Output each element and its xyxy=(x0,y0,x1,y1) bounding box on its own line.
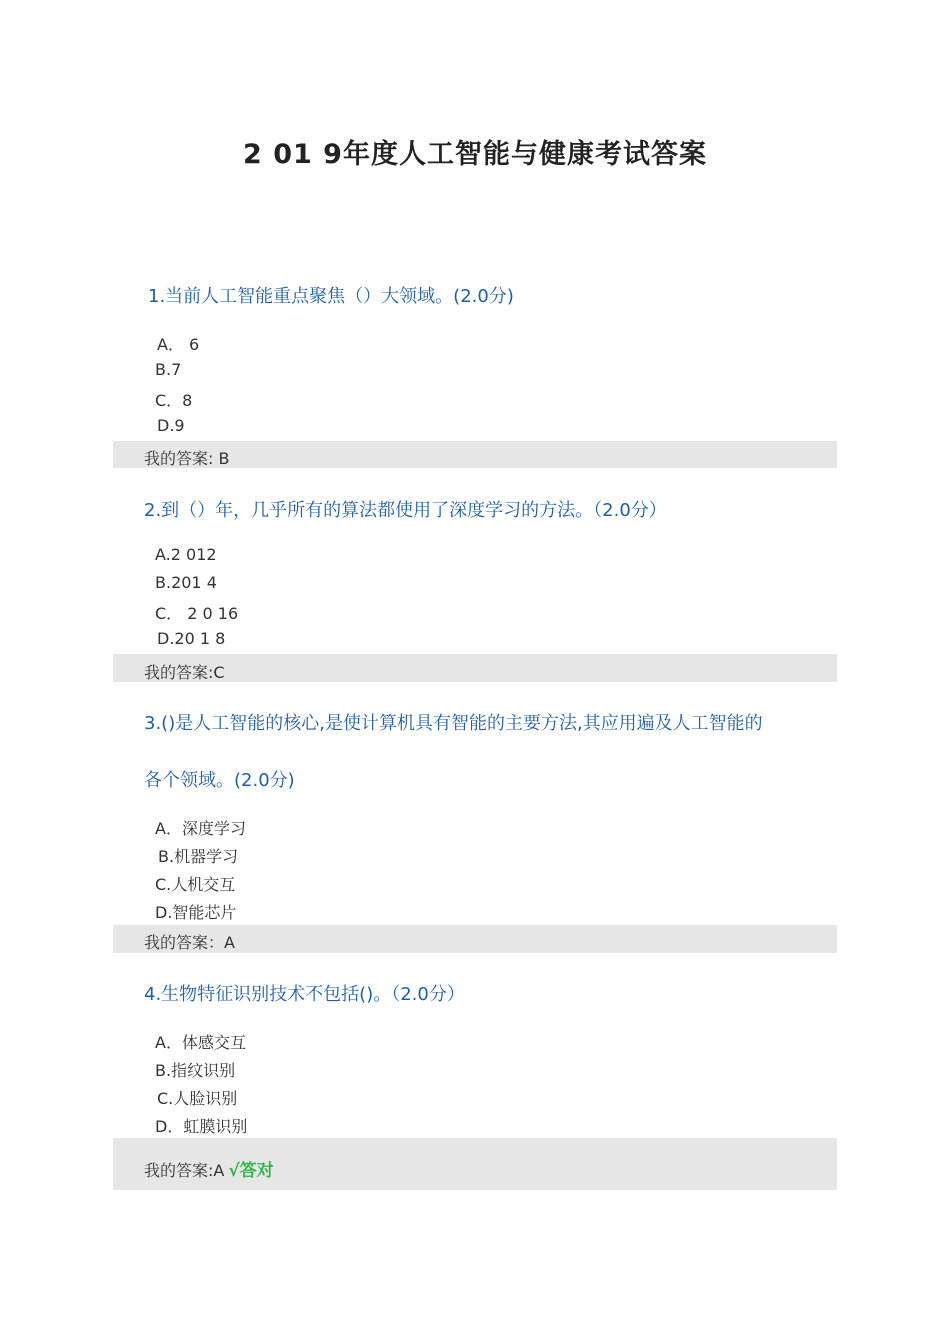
q4-option-a: A．体感交互 xyxy=(155,1033,246,1052)
q4-answer xyxy=(144,1156,274,1181)
q4-option-b: B.指纹识别 xyxy=(155,1061,236,1080)
q2-option-d: D.20 1 8 xyxy=(157,629,226,648)
q3-option-d: D.智能芯片 xyxy=(155,903,237,922)
question-4: 4.生物特征识别技术不包括()。（2.0分） xyxy=(144,984,465,1005)
q3-answer: 我的答案：A xyxy=(144,933,235,952)
q4-answer-label: 我的答案:A xyxy=(144,1161,225,1180)
correct-mark: √答对 xyxy=(228,1161,274,1181)
q1-answer: 我的答案: B xyxy=(144,449,230,468)
document-title: 2 01 9年度人工智能与健康考试答案 xyxy=(243,139,707,170)
question-3-line-2: 各个领域。(2.0分) xyxy=(144,770,295,791)
question-3-line-1: 3.()是人工智能的核心,是使计算机具有智能的主要方法,其应用遍及人工智能的 xyxy=(144,713,763,734)
q3-option-c: C.人机交互 xyxy=(155,875,236,894)
question-2: 2.到（）年，几乎所有的算法都使用了深度学习的方法。（2.0分） xyxy=(144,500,667,521)
q4-option-c: C.人脸识别 xyxy=(157,1089,238,1108)
q3-option-b: B.机器学习 xyxy=(158,847,239,866)
q4-option-d: D．虹膜识别 xyxy=(155,1117,248,1136)
q2-option-b: B.201 4 xyxy=(155,573,217,592)
q1-option-a: A． 6 xyxy=(157,335,200,354)
q1-option-c: C．8 xyxy=(155,391,193,410)
q3-option-a: A．深度学习 xyxy=(155,819,246,838)
q2-option-c: C． 2 0 16 xyxy=(155,604,239,623)
q2-answer: 我的答案:C xyxy=(144,663,225,682)
q1-option-d: D.9 xyxy=(157,416,185,435)
q2-option-a: A.2 012 xyxy=(155,545,217,564)
question-1: 1.当前人工智能重点聚焦（）大领域。(2.0分) xyxy=(148,286,514,307)
q1-option-b: B.7 xyxy=(155,360,182,379)
